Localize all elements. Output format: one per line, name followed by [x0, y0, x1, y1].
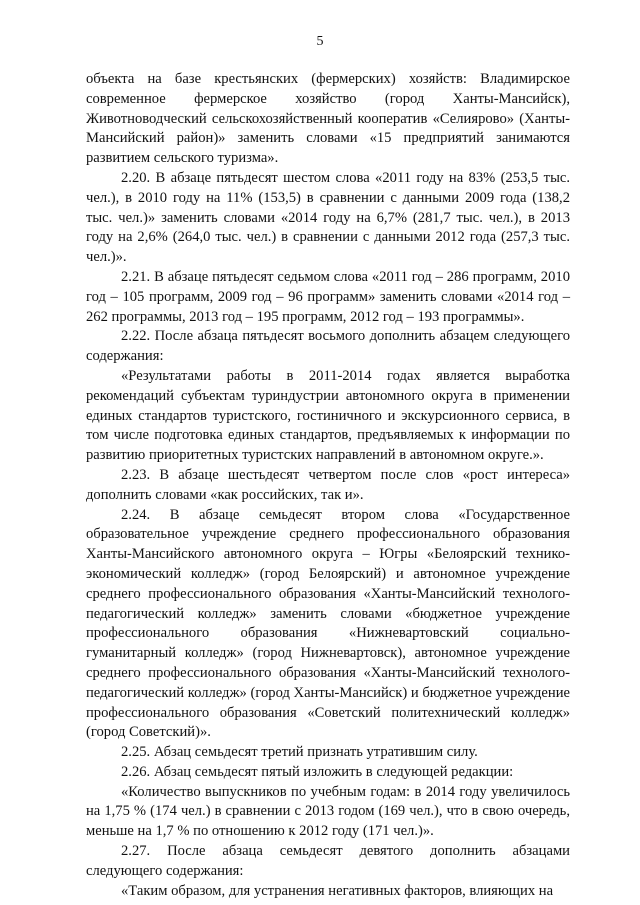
paragraph-2-23: 2.23. В абзаце шестьдесят четвертом после слов «рост интереса» дополнить словами «как российских, так и».	[86, 466, 570, 503]
paragraph-2-24: 2.24. В абзаце семьдесят втором слова «Государственное образовательное учреждение среднего профессионального образования Ханты-Мансийского автономного округа – Югры «Белоярский технико-экономический колледж» (город Белоярский) и автономное учреждение среднего профессионального образования «Ханты-Мансийский технолого-педагогический колледж» заменить словами «бюджетное учреждение профессионального образования «Нижневартовский социально-гуманитарный колледж» (город Нижневартовск), автономное учреждение среднего профессионального образования «Ханты-Мансийский технолого-педагогический колледж» (город Ханты-Мансийск) и бюджетное учреждение профессионального образования «Советский политехнический колледж» (город Советский)».	[86, 506, 570, 741]
paragraph-2-20: 2.20. В абзаце пятьдесят шестом слова «2011 году на 83% (253,5 тыс. чел.), в 2010 году на 11% (153,5) в сравнении с данными 2009 года (138,2 тыс. чел.)» заменить словами «2014 году на 6,7% (281,7 тыс. чел.), в 2013 году на 2,6% (264,0 тыс. чел.) в сравнении с данными 2012 года (257,3 тыс. чел.)».	[86, 169, 570, 266]
document-body	[86, 70, 570, 901]
paragraph-quote-results: «Результатами работы в 2011-2014 годах является выработка рекомендаций субъектам туриндустрии автономного округа в применении единых стандартов туристского, гостиничного и экскурсионного сервиса, в том числе подготовка единых стандартов, предъявляемых к информации по развитию приоритетных туристских направлений в автономном округе.».	[86, 367, 570, 464]
paragraph-2-21: 2.21. В абзаце пятьдесят седьмом слова «2011 год – 286 программ, 2010 год – 105 программ, 2009 год – 96 программ» заменить словами «2014 год – 262 программы, 2013 год – 195 программ, 2012 год – 193 программы».	[86, 268, 570, 325]
paragraph-continuation: объекта на базе крестьянских (фермерских) хозяйств: Владимирское современное фермерское хозяйство (город Ханты-Мансийск), Животноводческий сельскохозяйственный кооператив «Селиярово» (Ханты-Мансийский район)» заменить словами «15 предприятий занимаются развитием сельского туризма».	[86, 71, 570, 167]
paragraph-2-26: 2.26. Абзац семьдесят пятый изложить в следующей редакции:	[121, 763, 514, 780]
paragraph-2-25: 2.25. Абзац семьдесят третий признать утратившим силу.	[121, 744, 478, 761]
paragraph-2-22: 2.22. После абзаца пятьдесят восьмого дополнить абзацем следующего содержания:	[86, 328, 570, 365]
page-number: 5	[316, 34, 324, 49]
paragraph-quote-negative-factors: «Таким образом, для устранения негативных факторов, влияющих на	[121, 882, 554, 899]
paragraph-quote-graduates: «Количество выпускников по учебным годам: в 2014 году увеличилось на 1,75 % (174 чел.) в сравнении с 2013 годом (169 чел.), что в свою очередь, меньше на 1,7 % по отношению к 2012 году (171 чел.)».	[86, 783, 570, 840]
paragraph-2-27: 2.27. После абзаца семьдесят девятого дополнить абзацами следующего содержания:	[86, 843, 570, 879]
